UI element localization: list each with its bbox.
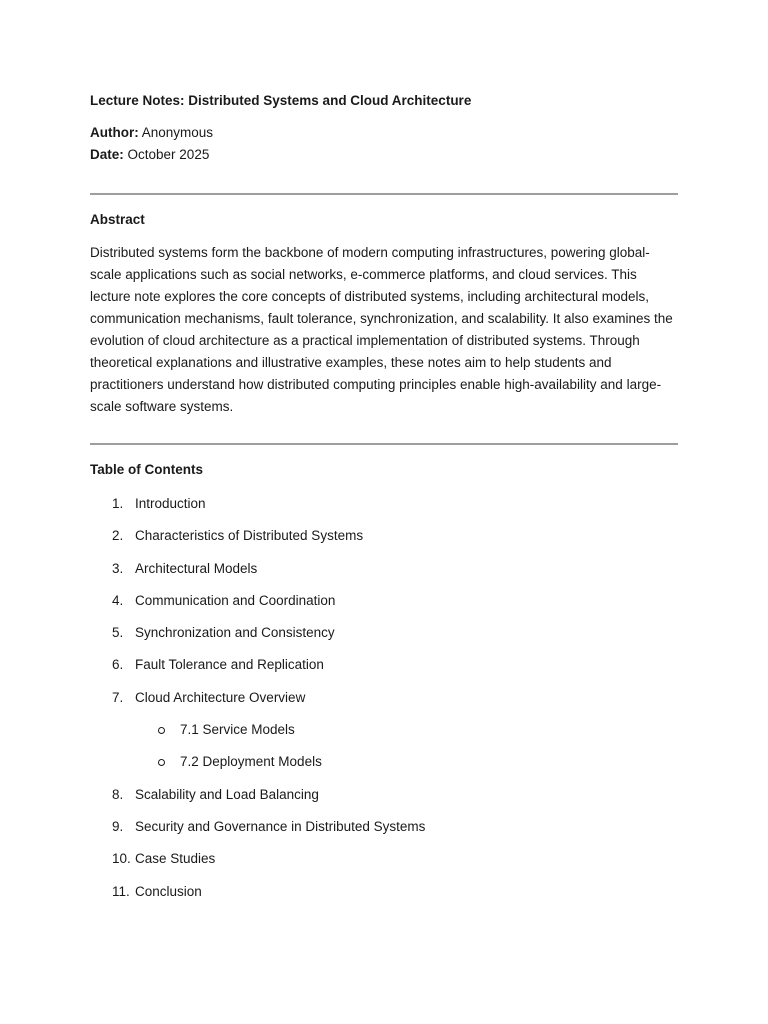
- toc-item-number: 11.: [112, 883, 130, 899]
- toc-item-label: Case Studies: [135, 851, 216, 867]
- toc-subitem[interactable]: [90, 750, 678, 782]
- toc-item-number: 5.: [112, 625, 124, 641]
- toc-item-number: 9.: [112, 818, 124, 834]
- abstract-body: Distributed systems form the backbone of modern computing infrastructures, powering global-scale applications such as social networks, e-commerce platforms, and cloud services. This lecture note explores the core concepts of distributed systems, including architectural models, communication mechanisms, fault tolerance, synchronization, and scalability. It also examines the evolution of cloud architecture as a practical implementation of distributed systems. Through theoretical explanations and illustrative examples, these notes aim to help students and practitioners understand how distributed computing principles enable high-availability and large-scale software systems.: [90, 245, 673, 414]
- toc-item-label: Communication and Coordination: [135, 592, 336, 608]
- date-line: [90, 147, 209, 162]
- toc-heading: Table of Contents: [90, 462, 203, 477]
- toc-item-number: 7.: [112, 689, 124, 705]
- toc-item[interactable]: [90, 557, 678, 589]
- toc-item[interactable]: [90, 880, 678, 912]
- author-line: [90, 125, 213, 140]
- toc-subitem-label: 7.2 Deployment Models: [180, 754, 322, 770]
- hollow-circle-bullet-icon: [158, 759, 165, 766]
- date-label: Date:: [90, 147, 124, 162]
- author-label: Author:: [90, 125, 139, 140]
- toc-item-label: Architectural Models: [135, 560, 258, 576]
- toc-item[interactable]: [90, 621, 678, 653]
- toc-item-label: Synchronization and Consistency: [135, 625, 335, 641]
- toc-item-number: 10.: [112, 851, 131, 867]
- toc-item[interactable]: [90, 653, 678, 685]
- toc-item-label: Fault Tolerance and Replication: [135, 657, 324, 673]
- toc-item-number: 1.: [112, 496, 124, 511]
- toc-subitem-label: 7.1 Service Models: [180, 722, 295, 738]
- divider: [90, 193, 678, 195]
- toc-item[interactable]: [90, 524, 678, 556]
- toc-item[interactable]: [90, 783, 678, 815]
- toc-item-label: Characteristics of Distributed Systems: [135, 528, 364, 544]
- abstract-heading: Abstract: [90, 212, 145, 227]
- toc-item-label: Introduction: [135, 496, 206, 511]
- toc-item-number: 2.: [112, 528, 124, 544]
- toc-item-label: Conclusion: [135, 883, 202, 899]
- toc-subitem[interactable]: [90, 718, 678, 750]
- toc-list: [90, 492, 678, 912]
- toc-item[interactable]: [90, 492, 678, 524]
- date-value: October 2025: [127, 147, 210, 162]
- document-title: Lecture Notes: Distributed Systems and Cloud Architecture: [90, 93, 472, 108]
- toc-item-number: 3.: [112, 560, 124, 576]
- toc-item[interactable]: [90, 589, 678, 621]
- author-value: Anonymous: [141, 125, 214, 140]
- toc-item[interactable]: [90, 847, 678, 879]
- divider: [90, 443, 678, 445]
- toc-item-label: Cloud Architecture Overview: [135, 689, 306, 705]
- toc-item[interactable]: [90, 686, 678, 718]
- toc-item-label: Security and Governance in Distributed Systems: [135, 818, 426, 834]
- toc-item[interactable]: [90, 815, 678, 847]
- toc-item-label: Scalability and Load Balancing: [135, 786, 319, 802]
- toc-item-number: 4.: [112, 592, 124, 608]
- hollow-circle-bullet-icon: [158, 727, 165, 734]
- toc-item-number: 6.: [112, 657, 124, 673]
- toc-item-number: 8.: [112, 786, 124, 802]
